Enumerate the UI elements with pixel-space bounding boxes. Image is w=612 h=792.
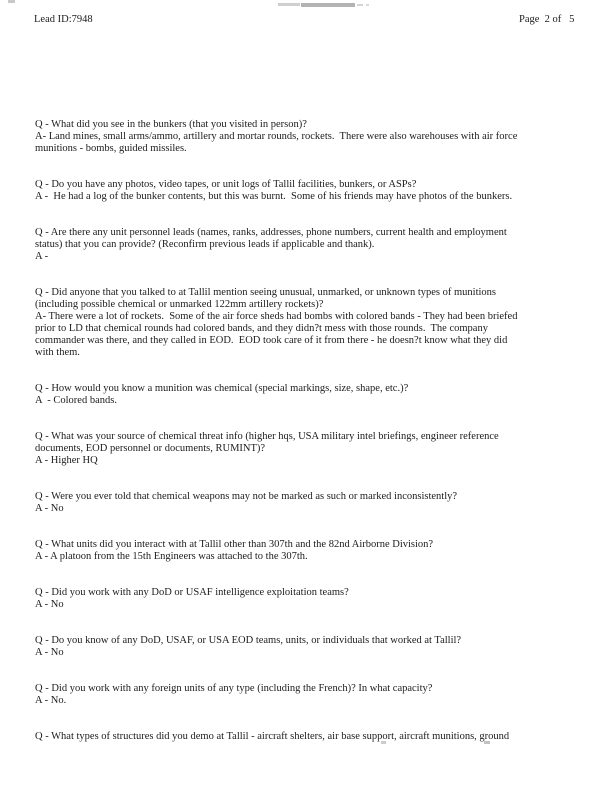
question-line: Q - Did anyone that you talked to at Tallil mention seeing unusual, unmarked, or unknown types of munitions bbox=[35, 287, 496, 298]
question-line: Q - What units did you interact with at Tallil other than 307th and the 82nd Airborne Division? bbox=[35, 539, 434, 550]
qa-block bbox=[35, 587, 607, 611]
lead-id-label: Lead ID:7948 bbox=[34, 14, 93, 25]
answer-line: A- There were a lot of rockets. Some of the air force sheds had bombs with colored bands - They had been briefed bbox=[35, 311, 518, 322]
question-line: Q - What types of structures did you demo at Tallil - aircraft shelters, air base support, aircraft munitions, ground bbox=[35, 731, 510, 742]
qa-block bbox=[35, 179, 607, 203]
question-line: Q - Did you work with any foreign units of any type (including the French)? In what capacity? bbox=[35, 683, 433, 694]
qa-block bbox=[35, 431, 607, 467]
qa-block bbox=[35, 683, 607, 707]
qa-block bbox=[35, 227, 607, 263]
question-line: Q - Are there any unit personnel leads (names, ranks, addresses, phone numbers, current health and employment bbox=[35, 227, 507, 238]
scan-artifact-smudge bbox=[366, 4, 369, 6]
scan-artifact-smudge bbox=[301, 3, 355, 7]
qa-block bbox=[35, 539, 607, 563]
answer-line: with them. bbox=[35, 347, 80, 358]
answer-line: A - No bbox=[35, 599, 64, 610]
answer-line: A- Land mines, small arms/ammo, artillery and mortar rounds, rockets. There were also warehouses with air force bbox=[35, 131, 518, 142]
answer-line: A - Colored bands. bbox=[35, 395, 117, 406]
qa-block bbox=[35, 119, 607, 155]
answer-line: A - bbox=[35, 251, 49, 262]
qa-block bbox=[35, 491, 607, 515]
answer-line: munitions - bombs, guided missiles. bbox=[35, 143, 187, 154]
qa-list bbox=[35, 119, 607, 743]
answer-line: A - He had a log of the bunker contents, but this was burnt. Some of his friends may have photos of the bunkers. bbox=[35, 191, 513, 202]
question-line: Q - What did you see in the bunkers (that you visited in person)? bbox=[35, 119, 307, 130]
answer-line: A - No bbox=[35, 503, 64, 514]
page-number-label: Page 2 of 5 bbox=[519, 14, 575, 25]
question-line: Q - Do you know of any DoD, USAF, or USA EOD teams, units, or individuals that worked at Tallil? bbox=[35, 635, 462, 646]
answer-line: A - A platoon from the 15th Engineers was attached to the 307th. bbox=[35, 551, 308, 562]
qa-block bbox=[35, 287, 607, 359]
answer-line: A - No. bbox=[35, 695, 67, 706]
scan-artifact-smudge bbox=[357, 4, 363, 6]
qa-block bbox=[35, 635, 607, 659]
answer-line: A - Higher HQ bbox=[35, 455, 98, 466]
question-line: Q - How would you know a munition was chemical (special markings, size, shape, etc.)? bbox=[35, 383, 409, 394]
question-line: (including possible chemical or unmarked 122mm artillery rockets)? bbox=[35, 299, 324, 310]
question-line: status) that you can provide? (Reconfirm previous leads if applicable and thank). bbox=[35, 239, 375, 250]
question-line: Q - What was your source of chemical threat info (higher hqs, USA military intel briefings, engineer reference bbox=[35, 431, 499, 442]
qa-block bbox=[35, 383, 607, 407]
question-line: Q - Do you have any photos, video tapes, or unit logs of Tallil facilities, bunkers, or ASPs? bbox=[35, 179, 417, 190]
scan-artifact-smudge bbox=[278, 3, 300, 6]
question-line: Q - Did you work with any DoD or USAF intelligence exploitation teams? bbox=[35, 587, 349, 598]
question-line: Q - Were you ever told that chemical weapons may not be marked as such or marked inconsistently? bbox=[35, 491, 458, 502]
answer-line: A - No bbox=[35, 647, 64, 658]
qa-block bbox=[35, 731, 607, 743]
answer-line: prior to LD that chemical rounds had colored bands, and they didn?t mess with those rounds. The company bbox=[35, 323, 488, 334]
scan-artifact-corner bbox=[8, 0, 15, 3]
question-line: documents, EOD personnel or documents, RUMINT)? bbox=[35, 443, 266, 454]
answer-line: commander was there, and they called in EOD. EOD took care of it from there - he doesn?t know what they did bbox=[35, 335, 508, 346]
